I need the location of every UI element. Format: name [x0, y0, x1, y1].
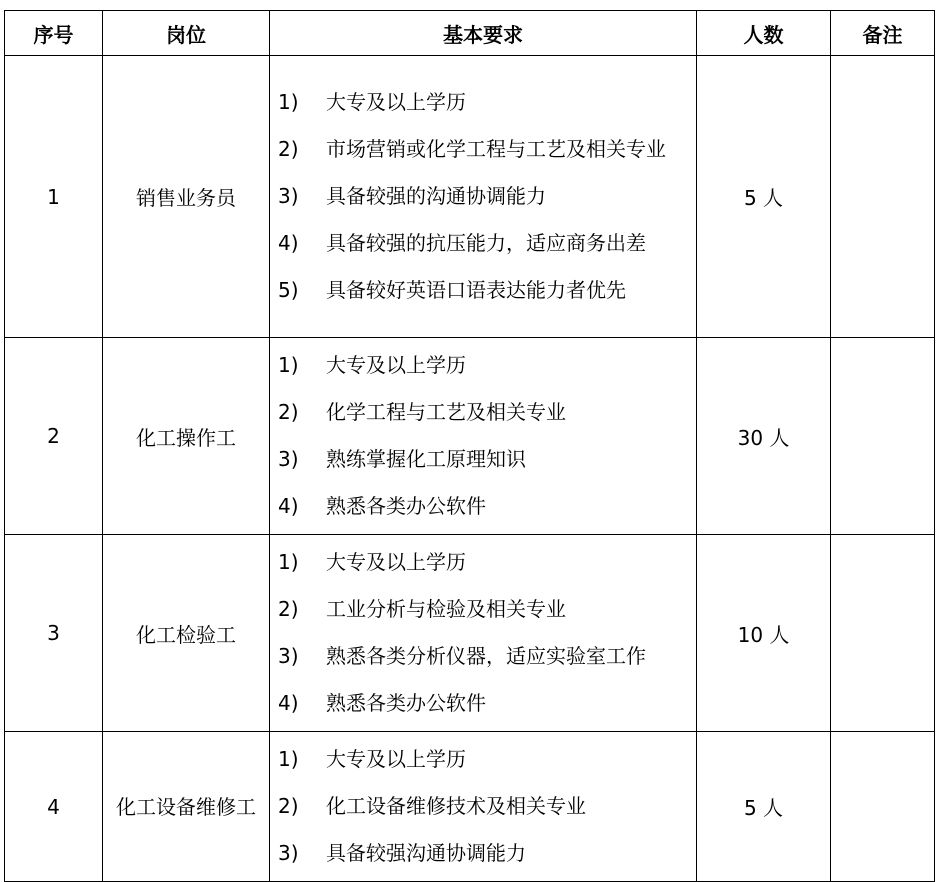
- requirement-text: 具备较强的沟通协调能力: [326, 184, 546, 208]
- requirement-number: 2): [278, 137, 299, 161]
- requirement-number: 2): [278, 794, 299, 818]
- table-row: [5, 535, 935, 732]
- requirement-number: 4): [278, 494, 299, 518]
- requirement-number: 2): [278, 597, 299, 621]
- count-cell: 5 人: [697, 732, 831, 882]
- count-cell: 5 人: [697, 56, 831, 338]
- table-row: [5, 732, 935, 882]
- requirement-number: 4): [278, 231, 299, 255]
- requirement-item: [278, 539, 686, 586]
- requirement-number: 1): [278, 90, 299, 114]
- requirement-text: 具备较好英语口语表达能力者优先: [326, 278, 626, 302]
- requirement-number: 1): [278, 353, 299, 377]
- header-note: 备注: [831, 11, 935, 56]
- requirement-item: [278, 783, 686, 830]
- note-cell: [831, 535, 935, 732]
- position-cell: 销售业务员: [103, 56, 270, 338]
- seq-cell: 3: [5, 535, 103, 732]
- requirement-number: 5): [278, 278, 299, 302]
- requirement-text: 化学工程与工艺及相关专业: [326, 400, 566, 424]
- requirement-text: 熟练掌握化工原理知识: [326, 447, 526, 471]
- requirement-text: 大专及以上学历: [326, 550, 466, 574]
- requirement-text: 熟悉各类分析仪器，适应实验室工作: [326, 644, 646, 668]
- requirement-text: 大专及以上学历: [326, 747, 466, 771]
- requirements-cell: [270, 732, 697, 882]
- requirement-number: 4): [278, 691, 299, 715]
- requirement-item: [278, 389, 686, 436]
- requirement-item: [278, 436, 686, 483]
- header-requirements: 基本要求: [270, 11, 697, 56]
- requirement-item: [278, 633, 686, 680]
- count-cell: 10 人: [697, 535, 831, 732]
- requirement-number: 1): [278, 747, 299, 771]
- header-count: 人数: [697, 11, 831, 56]
- requirement-item: [278, 220, 686, 267]
- note-cell: [831, 732, 935, 882]
- requirement-number: 1): [278, 550, 299, 574]
- header-seq: 序号: [5, 11, 103, 56]
- note-cell: [831, 338, 935, 535]
- requirement-number: 3): [278, 447, 299, 471]
- requirement-text: 化工设备维修技术及相关专业: [326, 794, 586, 818]
- requirement-number: 2): [278, 400, 299, 424]
- requirement-text: 熟悉各类办公软件: [326, 691, 486, 715]
- table-row: [5, 56, 935, 338]
- position-cell: 化工检验工: [103, 535, 270, 732]
- requirements-cell: [270, 56, 697, 338]
- requirement-number: 3): [278, 644, 299, 668]
- requirement-text: 大专及以上学历: [326, 353, 466, 377]
- note-cell: [831, 56, 935, 338]
- requirement-text: 市场营销或化学工程与工艺及相关专业: [326, 137, 666, 161]
- requirement-item: [278, 173, 686, 220]
- seq-cell: 2: [5, 338, 103, 535]
- requirement-item: [278, 79, 686, 126]
- requirement-number: 3): [278, 841, 299, 865]
- requirement-text: 大专及以上学历: [326, 90, 466, 114]
- requirement-text: 工业分析与检验及相关专业: [326, 597, 566, 621]
- requirement-item: [278, 483, 686, 530]
- requirement-item: [278, 342, 686, 389]
- seq-cell: 4: [5, 732, 103, 882]
- requirement-item: [278, 830, 686, 877]
- position-text: 化工设备维修工: [116, 794, 256, 819]
- requirements-cell: [270, 338, 697, 535]
- seq-cell: 1: [5, 56, 103, 338]
- requirement-item: [278, 680, 686, 727]
- header-row: [5, 11, 935, 56]
- requirement-item: [278, 267, 686, 314]
- header-position: 岗位: [103, 11, 270, 56]
- requirements-cell: [270, 535, 697, 732]
- count-cell: 30 人: [697, 338, 831, 535]
- position-cell: [103, 732, 270, 882]
- table-row: [5, 338, 935, 535]
- requirement-item: [278, 126, 686, 173]
- requirement-text: 具备较强的抗压能力，适应商务出差: [326, 231, 646, 255]
- position-cell: 化工操作工: [103, 338, 270, 535]
- requirement-number: 3): [278, 184, 299, 208]
- requirement-item: [278, 586, 686, 633]
- requirement-text: 熟悉各类办公软件: [326, 494, 486, 518]
- requirement-item: [278, 736, 686, 783]
- recruitment-table: [4, 10, 935, 882]
- requirement-text: 具备较强沟通协调能力: [326, 841, 526, 865]
